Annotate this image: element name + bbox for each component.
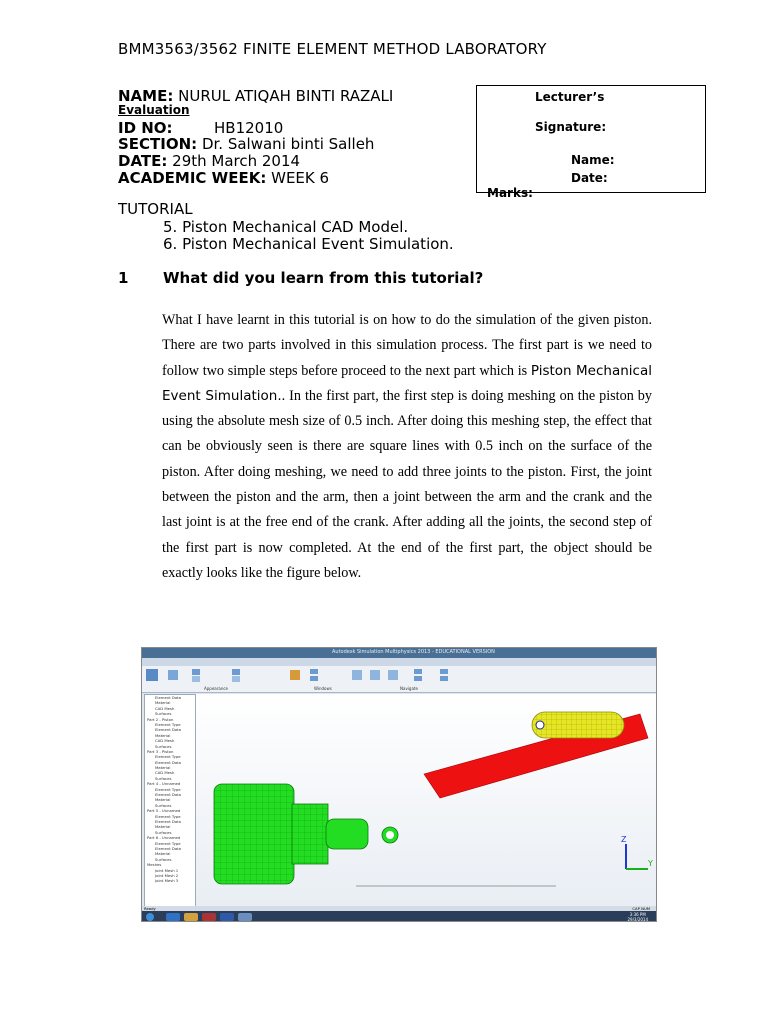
ribbon-group-windows: Windows: [314, 686, 332, 691]
clock-time: 3:36 PM: [629, 912, 646, 917]
section-label: SECTION:: [118, 135, 198, 153]
tree-item[interactable]: CAD Mesh: [155, 770, 175, 776]
ribbon-group-appearance: Appearance: [204, 686, 229, 691]
simulation-screenshot: [141, 647, 657, 922]
ribbon-toolbar: [142, 666, 656, 693]
question-text: What did you learn from this tutorial?: [163, 269, 484, 287]
lecturer-title: Lecturer’s: [535, 90, 605, 104]
window-titlebar: [142, 648, 656, 658]
tree-item[interactable]: Part 5 - Unnamed: [147, 808, 181, 814]
tree-item[interactable]: Element Type: [155, 813, 181, 819]
tree-item[interactable]: Material: [155, 797, 171, 803]
tree-item[interactable]: Material: [155, 700, 171, 706]
tree-item[interactable]: Material: [155, 732, 171, 738]
tree-item[interactable]: Element Type: [155, 786, 181, 792]
tree-item[interactable]: Surfaces: [155, 856, 172, 862]
tree-item[interactable]: Material: [155, 851, 171, 857]
model-viewport[interactable]: [196, 694, 656, 906]
week-row: [118, 170, 329, 186]
answer-paragraph: [162, 308, 652, 586]
axis-y-label: Y: [648, 859, 653, 868]
id-label: ID NO:: [118, 119, 173, 137]
ribbon-group-navigate: Navigate: [400, 686, 418, 691]
tree-item[interactable]: Element Data: [155, 727, 181, 733]
week-label: ACADEMIC WEEK:: [118, 169, 267, 187]
status-right: CAP NUM: [632, 906, 650, 911]
tree-item[interactable]: Surfaces: [155, 829, 172, 835]
tree-item[interactable]: CAD Mesh: [155, 738, 175, 744]
tree-item[interactable]: CAD Mesh: [155, 705, 175, 711]
tree-item[interactable]: Element Data: [155, 759, 181, 765]
tree-item[interactable]: Part 4 - Unnamed: [147, 781, 181, 787]
section-row: [118, 136, 374, 152]
tree-item[interactable]: Element Data: [155, 695, 181, 700]
answer-emphasis: Piston Mechanical Event Simulation.: [162, 362, 652, 404]
name-value: NURUL ATIQAH BINTI RAZALI: [178, 87, 394, 105]
taskbar-clock: [627, 912, 648, 922]
tree-item[interactable]: Material: [155, 824, 171, 830]
tree-item[interactable]: Surfaces: [155, 711, 172, 717]
tree-item[interactable]: Part 3 - Piston: [147, 748, 174, 754]
crank: [532, 712, 624, 738]
date-label: DATE:: [118, 152, 168, 170]
date-value: 29th March 2014: [172, 152, 301, 170]
answer-text-1: What I have learnt in this tutorial is on how to do the simulation of the given piston. There are two parts involved in this simulation process. The first part is we need to follow two simple steps before proceed to the next part which is: [162, 312, 652, 379]
windows-taskbar: [142, 911, 656, 922]
word-taskbar-icon[interactable]: [220, 913, 234, 921]
tree-item[interactable]: Element Type: [155, 840, 181, 846]
tree-item[interactable]: Joint Mesh 3: [155, 878, 179, 884]
date-row: [118, 153, 300, 169]
tutorial-item: 6. Piston Mechanical Event Simulation.: [163, 235, 454, 253]
id-value: HB12010: [214, 119, 284, 137]
clock-date: 29/3/2014: [627, 917, 648, 922]
tree-item[interactable]: Part 2 - Piston: [147, 716, 174, 722]
tree-item[interactable]: Joint Mesh 1: [155, 867, 179, 873]
tree-item[interactable]: Element Data: [155, 792, 181, 798]
question-number: 1: [118, 269, 129, 287]
document-header: BMM3563/3562 FINITE ELEMENT METHOD LABORATORY: [118, 40, 547, 58]
signature-label: Signature:: [535, 120, 607, 134]
piston-neck: [292, 804, 328, 864]
media-taskbar-icon[interactable]: [202, 913, 216, 921]
ie-taskbar-icon[interactable]: [166, 913, 180, 921]
week-value: WEEK 6: [271, 169, 330, 187]
id-row: [118, 119, 284, 137]
piston-body: [214, 784, 294, 884]
tutorial-item: 5. Piston Mechanical CAD Model.: [163, 218, 409, 236]
piston-model: [196, 694, 656, 906]
answer-text-2: . In the first part, the first step is doing meshing on the piston by using the absolute mesh size of 0.5 inch. After doing this meshing step, the effect that can be obviously seen is there are square lines with 0.5 inch on the surface of the piston. After doing meshing, we need to add three joints to the piston. First, the joint between the piston and the arm, then a joint between the arm and the crank and the last joint is at the free end of the crank. After adding all the joints, the second step of the first part is now completed. At the end of the first part, the object should be exactly looks like the figure below.: [162, 387, 652, 581]
explorer-taskbar-icon[interactable]: [184, 913, 198, 921]
lecturer-date-label: Date:: [571, 171, 608, 185]
tree-item[interactable]: Surfaces: [155, 775, 172, 781]
model-tree[interactable]: [144, 694, 196, 908]
tree-item[interactable]: Element Type: [155, 721, 181, 727]
piston-pin-boss: [326, 819, 368, 849]
tree-item[interactable]: Joint Mesh 2: [155, 872, 179, 878]
tree-item[interactable]: Element Data: [155, 818, 181, 824]
tree-item[interactable]: Surfaces: [155, 743, 172, 749]
lecturer-name-label: Name:: [571, 153, 615, 167]
simulation-taskbar-icon[interactable]: [238, 913, 252, 921]
ribbon-icons: [142, 667, 657, 687]
ribbon-tabs: [142, 658, 656, 666]
status-left: Ready: [144, 906, 156, 911]
tree-item[interactable]: Material: [155, 765, 171, 771]
start-button[interactable]: [146, 913, 154, 921]
axis-z-label: Z: [621, 835, 627, 844]
lecturer-box: [476, 85, 706, 193]
tutorial-heading: TUTORIAL: [118, 200, 193, 218]
tree-item[interactable]: Meshes: [147, 862, 162, 868]
tree-item[interactable]: Part 6 - Unnamed: [147, 835, 181, 841]
tree-item[interactable]: Element Data: [155, 845, 181, 851]
marks-label: Marks:: [487, 186, 533, 200]
section-value: Dr. Salwani binti Salleh: [201, 135, 375, 153]
window-title: Autodesk Simulation Multiphysics 2013 - EDUCATIONAL VERSION: [332, 649, 495, 655]
tree-item[interactable]: Element Type: [155, 754, 181, 760]
evaluation-label: Evaluation: [118, 103, 190, 117]
name-row: [118, 88, 393, 104]
name-label: NAME:: [118, 87, 174, 105]
tree-item[interactable]: Surfaces: [155, 802, 172, 808]
